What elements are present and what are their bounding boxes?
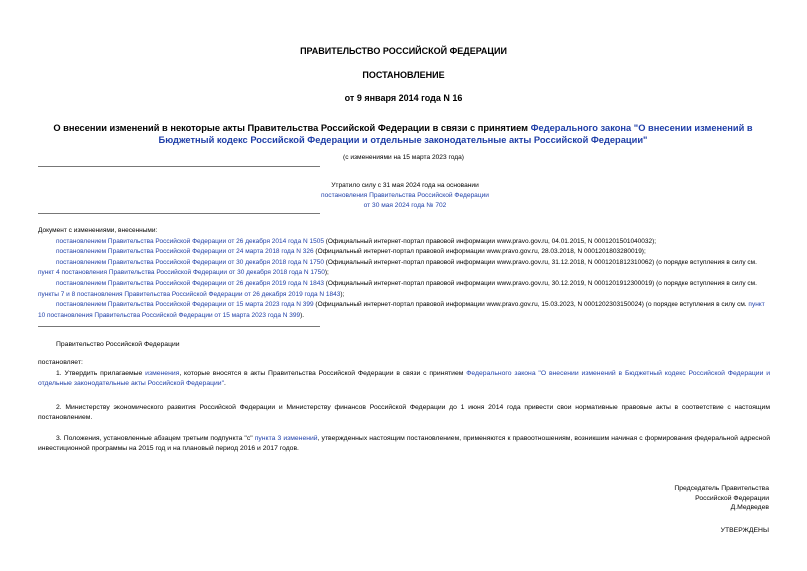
change-item-tail: ); <box>324 269 329 277</box>
p1-text: 1. Утвердить прилагаемые <box>56 370 146 377</box>
p1-text: . <box>224 379 226 387</box>
signatory-country: Российской Федерации <box>695 494 769 502</box>
change-order-link[interactable]: пункты 7 и 8 постановления Правительства Российской Федерации от 26 декабря 2019 года N 1843 <box>38 290 341 298</box>
approved-label: УТВЕРЖДЕНЫ <box>720 527 769 534</box>
federal-law-link[interactable]: Федерального закона "О внесении изменений в Бюджетный кодекс Российской Федерации и отдельные законодательные акты Российской Федерации" <box>158 123 753 145</box>
change-item <box>38 300 770 321</box>
change-item-text: (Официальный интернет-портал правовой информации www.pravo.gov.ru, 31.12.2018, N 0001201812310062) (о порядке вступления в силу см. <box>323 258 757 266</box>
divider <box>38 213 320 214</box>
change-item <box>38 237 770 248</box>
change-history <box>38 226 770 321</box>
document-type: ПОСТАНОВЛЕНИЕ <box>362 70 445 80</box>
signature-block <box>674 484 769 513</box>
p3-text: , утвержденных настоящим постановлением, применяются к правоотношениям, возникшим начиная с формирования федеральной адресной инвестиционной программы на 2015 год и на плановый период 2016 и 2017 годов. <box>38 435 770 452</box>
paragraph-3 <box>38 434 770 453</box>
annulment-link-act[interactable]: постановления Правительства Российской Федерации <box>321 191 489 199</box>
clause-link[interactable]: пункта 3 изменений <box>254 435 318 442</box>
change-item-text: (Официальный интернет-портал правовой информации www.pravo.gov.ru, 15.03.2023, N 0001202303150024) (о порядке вступления в силу см. <box>313 301 749 309</box>
paragraph-1 <box>38 369 770 388</box>
amended-note: (с изменениями на 15 марта 2023 года) <box>343 154 464 161</box>
changes-link[interactable]: изменения <box>145 370 180 377</box>
change-order-link[interactable]: пункт 4 постановления Правительства Российской Федерации от 30 декабря 2018 года N 1750 <box>38 269 325 277</box>
change-item-link[interactable]: постановлением Правительства Российской Федерации от 15 марта 2023 года N 399 <box>56 301 314 309</box>
change-item-link[interactable]: постановлением Правительства Российской Федерации от 30 декабря 2018 года N 1750 <box>56 258 324 266</box>
document-title <box>30 122 776 146</box>
p2-text: 2. Министерству экономического развития Российской Федерации и Министерству финансов Российской Федерации до 1 июня 2014 года привести свои нормативные правовые акты в соответствие с настоящим постановлением. <box>38 404 770 421</box>
change-order-link[interactable]: пункт 10 постановления Правительства Российской Федерации от 15 марта 2023 года N 399 <box>38 301 765 319</box>
change-item-link[interactable]: постановлением Правительства Российской Федерации от 24 марта 2018 года N 326 <box>56 248 314 256</box>
document-date: от 9 января 2014 года N 16 <box>344 93 463 103</box>
signatory-name: Д.Медведев <box>730 504 769 512</box>
title-text: О внесении изменений в некоторые акты Правительства Российской Федерации в связи с принятием <box>53 123 531 133</box>
divider <box>38 326 320 327</box>
change-item-link[interactable]: постановлением Правительства Российской Федерации от 26 декабря 2019 года N 1843 <box>56 279 324 287</box>
p3-text: 3. Положения, установленные абзацем третьим подпункта "с" <box>56 435 255 442</box>
change-history-intro: Документ с изменениями, внесенными: <box>38 227 158 234</box>
annulment-link-date[interactable]: от 30 мая 2024 года № 702 <box>363 201 447 209</box>
paragraph-2 <box>38 403 770 422</box>
issuer: Правительство Российской Федерации <box>56 341 180 348</box>
annulment-line: Утратило силу с 31 мая 2024 года на основании <box>331 182 479 189</box>
annulment-note <box>240 181 570 210</box>
change-item <box>38 247 770 258</box>
change-item-text: (Официальный интернет-портал правовой информации www.pravo.gov.ru, 30.12.2019, N 0001201912300019) (о порядке вступления в силу см. <box>323 279 757 287</box>
p1-text: , которые вносятся в акты Правительства Российской Федерации в связи с принятием <box>179 370 467 377</box>
change-item <box>38 279 770 300</box>
resolves-label: постановляет: <box>38 359 83 366</box>
change-item <box>38 258 770 279</box>
change-item-text: (Официальный интернет-портал правовой информации www.pravo.gov.ru, 04.01.2015, N 0001201501040032); <box>323 237 657 245</box>
change-item-text: (Официальный интернет-портал правовой информации www.pravo.gov.ru, 28.03.2018, N 0001201803280019); <box>313 248 646 256</box>
change-item-link[interactable]: постановлением Правительства Российской Федерации от 26 декабря 2014 года N 1505 <box>56 237 324 245</box>
change-item-tail: ). <box>300 311 305 319</box>
signatory-title: Председатель Правительства <box>674 485 769 492</box>
government-heading: ПРАВИТЕЛЬСТВО РОССИЙСКОЙ ФЕДЕРАЦИИ <box>300 46 507 56</box>
divider <box>38 166 320 167</box>
federal-law-link[interactable]: Федерального закона "О внесении изменений в Бюджетный кодекс Российской Федерации и отдельные законодательные акты Российской Федерации" <box>38 370 770 387</box>
change-item-tail: ); <box>340 290 345 298</box>
